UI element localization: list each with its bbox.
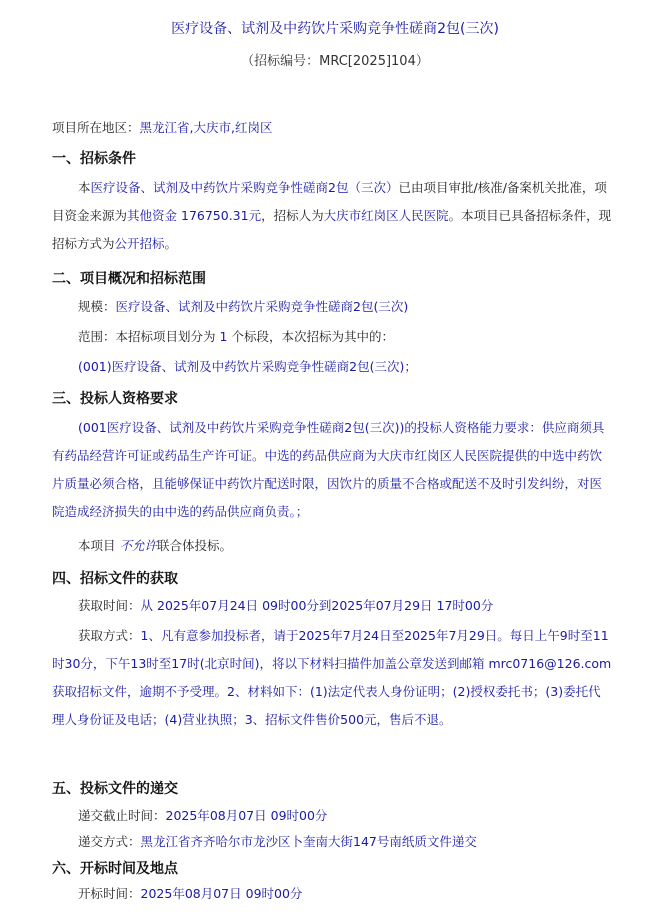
obtain-method-value: 1、凡有意参加投标者，请于2025年7月24日至2025年7月29日。每日上午9时至11时30分，下午13时至17时(北京时间)，将以下材料扫描件加盖公章发送到邮箱 mrc0716@126.com 获取招标文件，逾期不予受理。2、材料如下：(1)法定代表人身份证明；(2)授权委托书；(3)委托代理人身份证及电话；(4)营业执照；3、招标文件售价500元，售后不退。 bbox=[52, 628, 612, 727]
scale-line bbox=[78, 297, 408, 317]
deadline-line bbox=[78, 806, 327, 826]
joint-not-allowed: 不允许 bbox=[119, 538, 158, 553]
region-line bbox=[52, 118, 272, 138]
tender-number: （招标编号：MRC[2025]104） bbox=[241, 54, 429, 69]
s1-method: 公开招标 bbox=[114, 236, 165, 251]
joint-text-a: 本项目 bbox=[78, 538, 116, 553]
region-value: 黑龙江省,大庆市,红岗区 bbox=[139, 120, 273, 135]
document-title: 医疗设备、试剂及中药饮片采购竞争性磋商2包(三次) bbox=[171, 21, 499, 37]
submit-method-value: 黑龙江省齐齐哈尔市龙沙区卜奎南大街147号南纸质文件递交 bbox=[140, 834, 477, 849]
submit-method-line bbox=[78, 832, 477, 852]
section-6-heading: 六、开标时间及地点 bbox=[52, 861, 178, 877]
submit-method-label: 递交方式： bbox=[78, 834, 141, 849]
deadline-value: 2025年08月07日 09时00分 bbox=[165, 808, 328, 823]
range-line bbox=[78, 327, 394, 347]
range-label: 范围：本招标项目划分为 bbox=[78, 329, 216, 344]
s1-text-2: 已由项目审批/核准/备案机关批准，项目资金来源为 bbox=[52, 180, 607, 223]
lot-count: 1 bbox=[219, 329, 228, 344]
lot-item: (001)医疗设备、试剂及中药饮片采购竞争性磋商2包(三次)； bbox=[78, 359, 417, 374]
s1-text-3: ，招标人为 bbox=[261, 208, 324, 223]
s1-tenderer: 大庆市红岗区人民医院 bbox=[323, 208, 449, 223]
section-2-heading: 二、项目概况和招标范围 bbox=[52, 271, 206, 287]
s1-project-name: 医疗设备、试剂及中药饮片采购竞争性磋商2包（三次） bbox=[90, 180, 399, 195]
opening-time-label: 开标时间： bbox=[78, 886, 141, 901]
qualification-requirement: (001医疗设备、试剂及中药饮片采购竞争性磋商2包(三次))的投标人资格能力要求：供应商须具有药品经营许可证或药品生产许可证。中选的药品供应商为大庆市红岗区人民医院提供的中选中药饮片质量必须合格，且能够保证中药饮片配送时限，因饮片的质量不合格或配送不及时引发纠纷，对医院造成经济损失的由中选的药品供应商负责。； bbox=[52, 420, 605, 519]
joint-bid-line bbox=[78, 536, 232, 556]
obtain-method-paragraph bbox=[52, 622, 612, 734]
section-3-heading: 三、投标人资格要求 bbox=[52, 391, 178, 407]
obtain-time-value: 从 2025年07月24日 09时00分到2025年07月29日 17时00分 bbox=[140, 598, 494, 613]
opening-time-line bbox=[78, 884, 302, 904]
s1-fund-source: 其他资金 176750.31元 bbox=[127, 208, 262, 223]
opening-time-value: 2025年08月07日 09时00分 bbox=[140, 886, 303, 901]
section-1-paragraph bbox=[52, 174, 612, 258]
obtain-time-line bbox=[78, 596, 493, 616]
region-label: 项目所在地区： bbox=[52, 120, 140, 135]
scale-label: 规模： bbox=[78, 299, 116, 314]
deadline-label: 递交截止时间： bbox=[78, 808, 166, 823]
range-rest: 个标段，本次招标为其中的： bbox=[231, 329, 394, 344]
s1-text-1: 本 bbox=[78, 180, 91, 195]
obtain-method-label: 获取方式： bbox=[78, 628, 141, 643]
section-5-heading: 五、投标文件的递交 bbox=[52, 781, 178, 797]
s1-text-5: 。 bbox=[164, 236, 178, 251]
joint-text-c: 联合体投标。 bbox=[157, 538, 233, 553]
s1-text-4: 。本项目已具备招标条件，现招标方式为 bbox=[52, 208, 612, 251]
section-1-heading: 一、招标条件 bbox=[52, 151, 136, 167]
section-4-heading: 四、招标文件的获取 bbox=[52, 571, 178, 587]
scale-value: 医疗设备、试剂及中药饮片采购竞争性磋商2包(三次) bbox=[115, 299, 409, 314]
obtain-time-label: 获取时间： bbox=[78, 598, 141, 613]
